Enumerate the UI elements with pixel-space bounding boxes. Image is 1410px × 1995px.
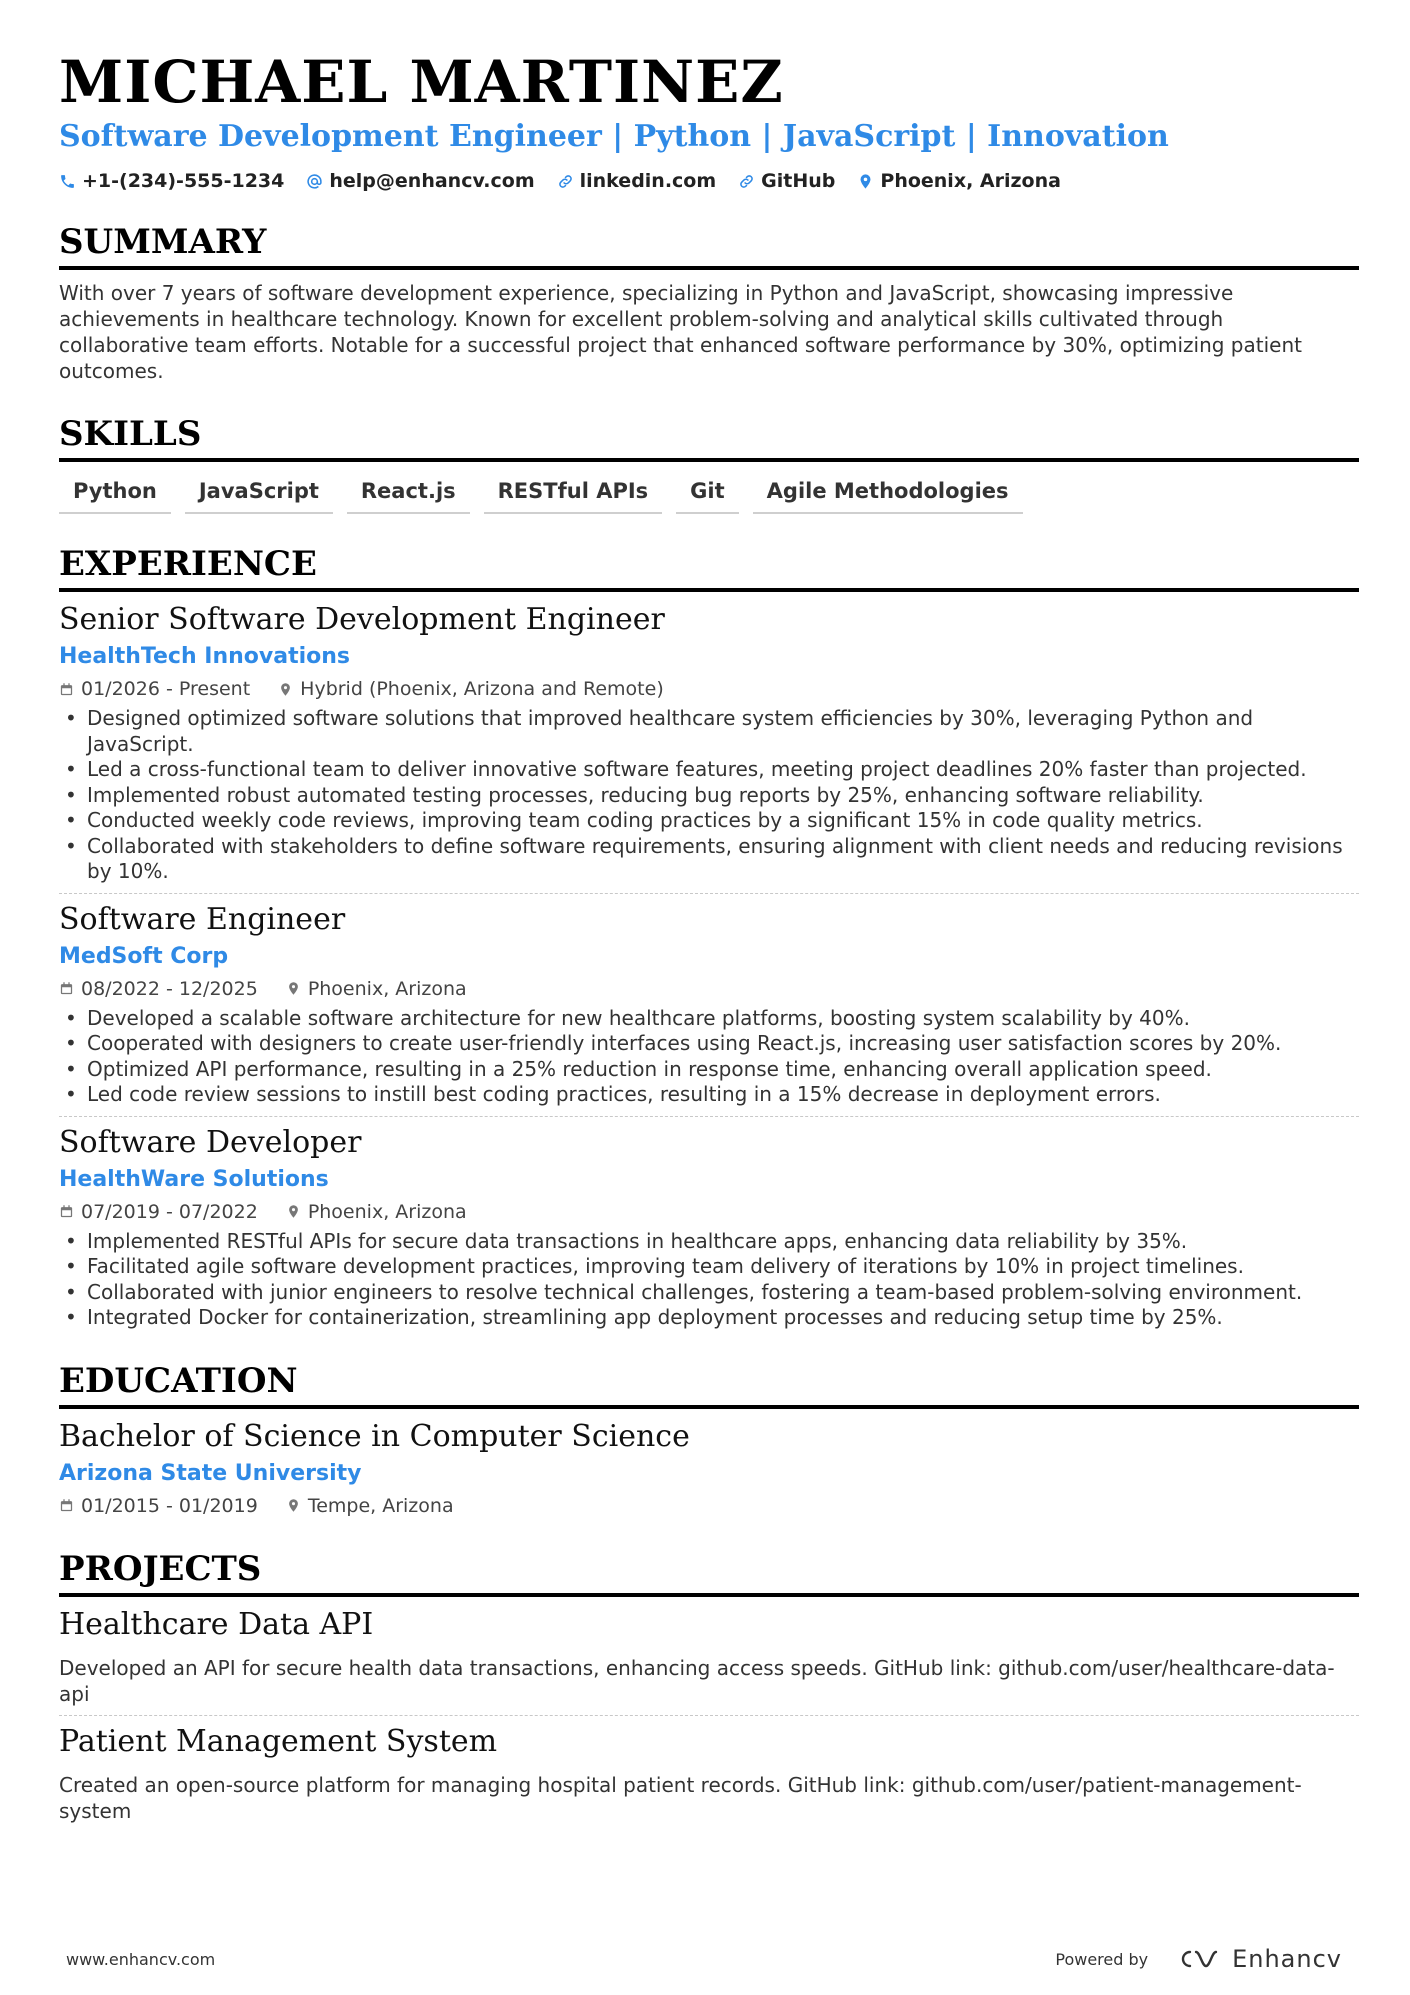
project-name: Healthcare Data API: [59, 1606, 374, 1642]
company-name: MedSoft Corp: [59, 943, 229, 969]
job-meta: [59, 976, 1359, 1002]
map-pin-icon: [278, 682, 293, 697]
skills-section: [59, 414, 1359, 514]
job-title: Software Engineer: [59, 901, 346, 937]
phone-icon: [59, 173, 76, 190]
location-text: Phoenix, Arizona: [880, 170, 1061, 192]
footer-website-link[interactable]: www.enhancv.com: [66, 1949, 216, 1969]
link-icon: [557, 173, 574, 190]
bullet-item: • Collaborated with junior engineers to resolve technical challenges, fostering a team-based problem-solving environment.: [87, 1280, 1359, 1306]
education-dates-text: 01/2015 - 01/2019: [81, 1494, 258, 1517]
education-meta: [59, 1493, 1359, 1519]
powered-by: [1055, 1945, 1342, 1973]
map-pin-icon: [857, 173, 874, 190]
job-meta: [59, 676, 1359, 702]
bullet-item: • Facilitated agile software development practices, improving team delivery of iterations by 10% in project timelines.: [87, 1254, 1359, 1280]
job-location-text: Hybrid (Phoenix, Arizona and Remote): [300, 678, 664, 700]
bullet-item: • Optimized API performance, resulting in a 25% reduction in response time, enhancing overall application speed.: [87, 1057, 1359, 1083]
job-dates-text: 07/2019 - 07/2022: [81, 1200, 258, 1223]
job-title: Software Developer: [59, 1124, 362, 1160]
phone-text: +1-(234)-555-1234: [82, 170, 285, 192]
linkedin-text: linkedin.com: [579, 170, 717, 192]
summary-section: [59, 222, 1359, 384]
entry-divider: [59, 1116, 1359, 1117]
experience-section: [59, 544, 1359, 1331]
bullet-item: • Led code review sessions to instill best coding practices, resulting in a 15% decrease in deployment errors.: [87, 1082, 1359, 1108]
candidate-name: MICHAEL MARTINEZ: [59, 48, 784, 116]
enhancv-logo[interactable]: [1176, 1945, 1342, 1973]
section-title-experience: EXPERIENCE: [59, 544, 1359, 592]
education-location-text: Tempe, Arizona: [307, 1494, 454, 1517]
project-entry: [59, 1607, 1359, 1707]
skill-tag: Agile Methodologies: [753, 476, 1023, 514]
contact-linkedin[interactable]: [557, 170, 717, 192]
github-text: GitHub: [761, 170, 836, 192]
bullet-item: • Implemented robust automated testing processes, reducing bug reports by 25%, enhancing software reliability.: [87, 783, 1359, 809]
resume-header: [59, 48, 1359, 192]
company-name: HealthWare Solutions: [59, 1166, 329, 1192]
bullet-item: • Implemented RESTful APIs for secure data transactions in healthcare apps, enhancing data reliability by 35%.: [87, 1229, 1359, 1255]
bullet-item: • Integrated Docker for containerization, streamlining app deployment processes and reducing setup time by 25%.: [87, 1305, 1359, 1331]
email-text: help@enhancv.com: [329, 170, 535, 192]
enhancv-brand-text: Enhancv: [1232, 1945, 1342, 1973]
experience-entry: [59, 1125, 1359, 1331]
powered-by-label: Powered by: [1055, 1949, 1149, 1969]
job-location: [278, 676, 664, 702]
job-bullets: [59, 706, 1359, 885]
contact-phone[interactable]: [59, 170, 284, 192]
bullet-item: • Collaborated with stakeholders to define software requirements, ensuring alignment with client needs and reducing revisions by 10%.: [87, 834, 1359, 885]
map-pin-icon: [286, 1498, 301, 1513]
contact-location: [857, 170, 1061, 192]
project-description: Developed an API for secure health data transactions, enhancing access speeds. GitHub link: github.com/user/healthcare-data-api: [59, 1655, 1335, 1706]
calendar-icon: [59, 1204, 74, 1219]
contact-github[interactable]: [738, 170, 835, 192]
section-title-education: EDUCATION: [59, 1361, 1359, 1409]
map-pin-icon: [286, 1204, 301, 1219]
project-entry: [59, 1724, 1359, 1824]
contact-email[interactable]: [306, 170, 534, 192]
education-dates: [59, 1493, 258, 1519]
resume-page: [59, 48, 1359, 1824]
job-dates-text: 08/2022 - 12/2025: [81, 977, 258, 1000]
degree-title: Bachelor of Science in Computer Science: [59, 1418, 690, 1454]
projects-section: [59, 1549, 1359, 1824]
skill-tag: Git: [676, 476, 738, 514]
company-name: HealthTech Innovations: [59, 644, 351, 669]
education-location: [286, 1493, 454, 1519]
contact-row: [59, 170, 1359, 192]
job-meta: [59, 1199, 1359, 1225]
at-icon: [306, 173, 323, 190]
entry-divider: [59, 1715, 1359, 1716]
calendar-icon: [59, 1498, 74, 1513]
summary-text: With over 7 years of software development experience, specializing in Python and JavaScript, showcasing impressive achievements in healthcare technology. Known for excellent problem-solving and analytical skills cultivated through collaborative team efforts. Notable for a successful project that enhanced software performance by 30%, optimizing patient outcomes.: [59, 281, 1302, 383]
job-location: [286, 976, 467, 1002]
school-name: Arizona State University: [59, 1460, 362, 1486]
job-location-text: Phoenix, Arizona: [307, 977, 467, 1000]
job-dates-text: 01/2026 - Present: [81, 678, 251, 700]
skill-tag: RESTful APIs: [484, 476, 663, 514]
skill-tag: Python: [59, 476, 171, 514]
candidate-tagline: Software Development Engineer | Python | JavaScript | Innovation: [59, 119, 1169, 154]
skills-list: [59, 476, 1359, 514]
section-title-skills: SKILLS: [59, 414, 1359, 462]
bullet-item: • Designed optimized software solutions that improved healthcare system efficiencies by 30%, leveraging Python and JavaScript.: [87, 706, 1359, 757]
project-description: Created an open-source platform for managing hospital patient records. GitHub link: github.com/user/patient-management-system: [59, 1772, 1302, 1823]
calendar-icon: [59, 981, 74, 996]
education-entry: [59, 1419, 1359, 1519]
bullet-item: • Conducted weekly code reviews, improving team coding practices by a significant 15% in code quality metrics.: [87, 808, 1359, 834]
bullet-item: • Developed a scalable software architecture for new healthcare platforms, boosting system scalability by 40%.: [87, 1006, 1359, 1032]
job-dates: [59, 1199, 258, 1225]
enhancv-logo-icon: [1176, 1948, 1222, 1970]
education-section: [59, 1361, 1359, 1519]
skill-tag: JavaScript: [185, 476, 333, 514]
job-dates: [59, 676, 250, 702]
map-pin-icon: [286, 981, 301, 996]
section-title-projects: PROJECTS: [59, 1549, 1359, 1597]
job-bullets: [59, 1229, 1359, 1331]
job-location: [286, 1199, 467, 1225]
experience-entry: [59, 602, 1359, 885]
entry-divider: [59, 893, 1359, 894]
skill-tag: React.js: [347, 476, 470, 514]
project-name: Patient Management System: [59, 1723, 498, 1759]
section-title-summary: SUMMARY: [59, 222, 1359, 270]
page-footer: [66, 1945, 1342, 1973]
job-bullets: [59, 1006, 1359, 1108]
experience-entry: [59, 902, 1359, 1108]
bullet-item: • Led a cross-functional team to deliver innovative software features, meeting project deadlines 20% faster than projected.: [87, 757, 1359, 783]
job-location-text: Phoenix, Arizona: [307, 1200, 467, 1223]
job-dates: [59, 976, 258, 1002]
bullet-item: • Cooperated with designers to create user-friendly interfaces using React.js, increasing user satisfaction scores by 20%.: [87, 1031, 1359, 1057]
link-icon: [738, 173, 755, 190]
calendar-icon: [59, 682, 74, 697]
job-title: Senior Software Development Engineer: [59, 602, 665, 637]
